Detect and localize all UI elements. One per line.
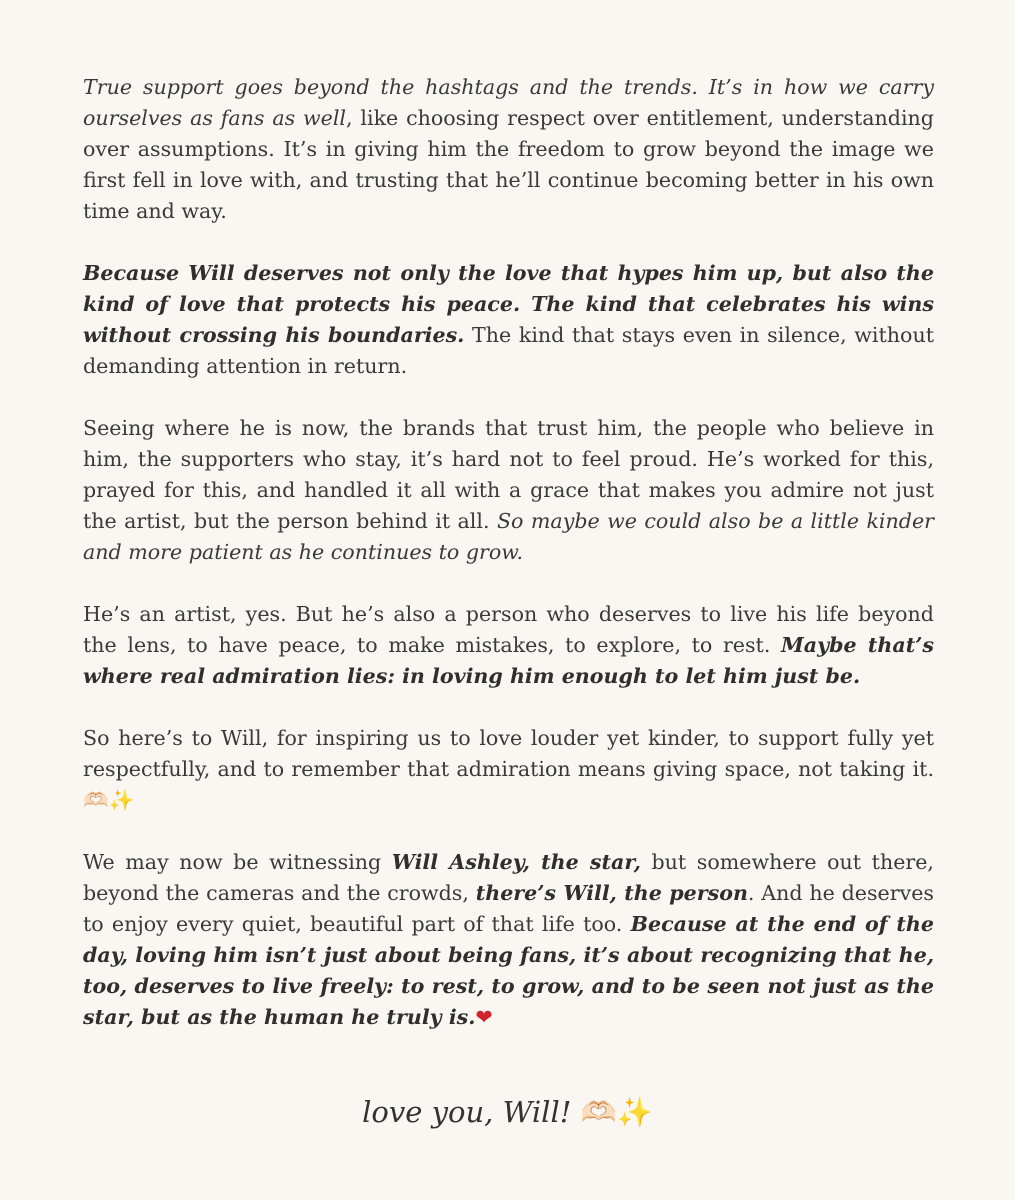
p2-text: The kind that stays even in silence, without demanding attention in return.: [83, 323, 934, 378]
p4-bold: Maybe that’s where real admiration lies: in loving him enough to let him just be.: [83, 633, 934, 688]
p6-bold-2: there’s Will, the person: [475, 881, 748, 905]
paragraph-6: [83, 847, 934, 1033]
paragraph-5: [83, 723, 934, 816]
letter-body: [83, 72, 934, 1064]
p3-italic: So maybe we could also be a little kinder and more patient as he continues to grow.: [83, 509, 934, 564]
p1-italic: True support goes beyond the hashtags and the trends. It’s in how we carry ourselves as fans as well: [83, 75, 934, 130]
p4-text: He’s an artist, yes. But he’s also a person who deserves to live his life beyond the lens, to have peace, to make mistakes, to explore, to rest.: [83, 602, 934, 657]
paragraph-2: [83, 258, 934, 382]
paragraph-3: [83, 413, 934, 568]
sparkles-icon: ✨: [616, 1095, 653, 1129]
p6-text-1: We may now be witnessing: [83, 850, 392, 874]
p6-text-2: but somewhere out there, beyond the cameras and the crowds,: [83, 850, 934, 905]
p1-text: , like choosing respect over entitlement, understanding over assumptions. It’s in giving him the freedom to grow beyond the image we first fell in love with, and trusting that he’ll continue becoming better in his own time and way.: [83, 106, 934, 223]
heart-hands-icon: 🫶🏻: [580, 1095, 617, 1129]
signoff-text: love you, Will!: [362, 1095, 572, 1129]
heart-hands-icon: 🫶🏻: [83, 788, 109, 812]
p6-bold-3: Because at the end of the day, loving him isn’t just about being fans, it’s about recognizing that he, too, deserves to live freely: to rest, to grow, and to be seen not just as the star, but as the human he truly is.: [83, 912, 934, 1029]
sparkles-icon: ✨: [108, 788, 135, 812]
p2-bold: Because Will deserves not only the love that hypes him up, but also the kind of love that protects his peace. The kind that celebrates his wins without crossing his boundaries.: [83, 261, 934, 347]
signoff: [0, 1095, 1015, 1130]
paragraph-1: [83, 72, 934, 227]
p5-text: So here’s to Will, for inspiring us to love louder yet kinder, to support fully yet respectfully, and to remember that admiration means giving space, not taking it.: [83, 726, 934, 781]
paragraph-4: [83, 599, 934, 692]
p6-bold-1: Will Ashley, the star,: [391, 850, 641, 874]
red-heart-icon: ❤: [475, 1005, 493, 1029]
p3-text: Seeing where he is now, the brands that trust him, the people who believe in him, the supporters who stay, it’s hard not to feel proud. He’s worked for this, prayed for this, and handled it all with a grace that makes you admire not just the artist, but the person behind it all.: [83, 416, 934, 533]
p6-text-3: . And he deserves to enjoy every quiet, beautiful part of that life too.: [83, 881, 934, 936]
